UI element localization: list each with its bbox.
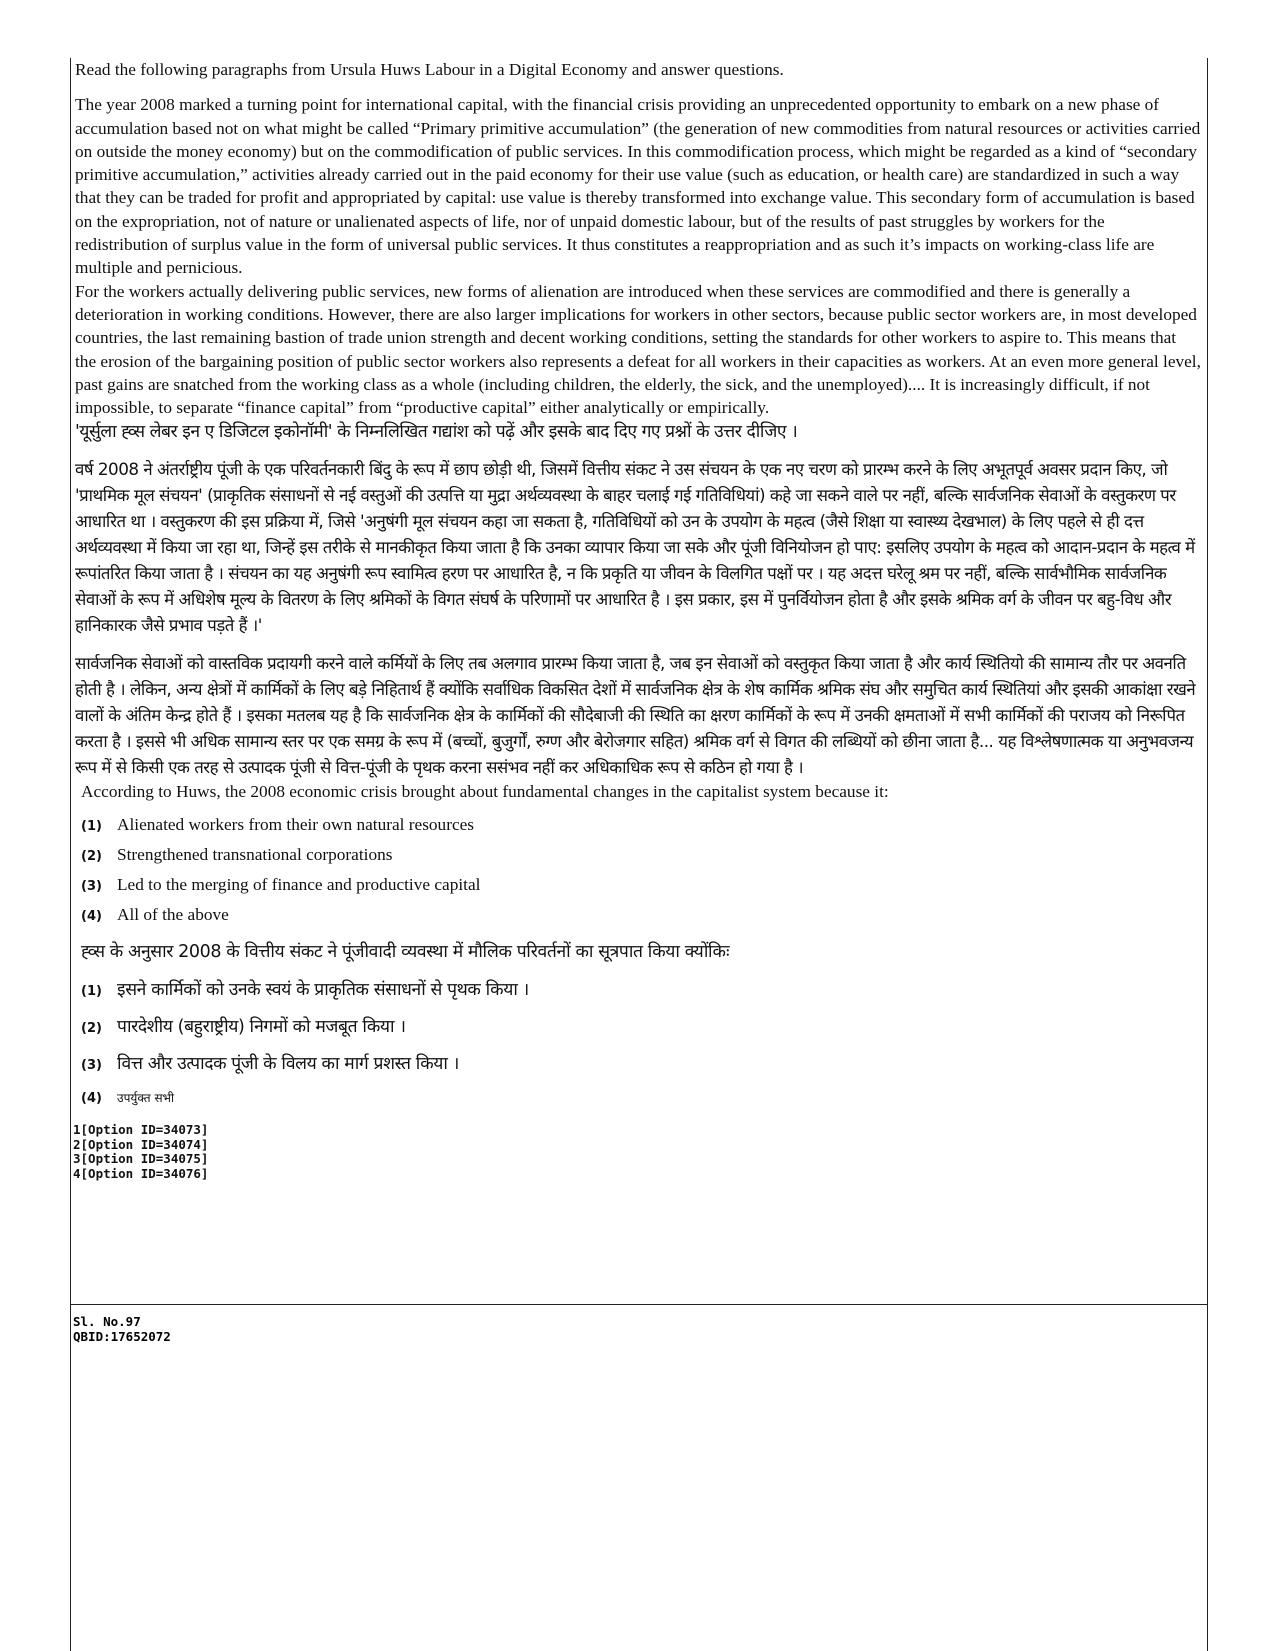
option-number: (1) xyxy=(81,984,102,1000)
qbid: QBID:17652072 xyxy=(73,1329,171,1344)
option-en-3 xyxy=(81,870,1201,900)
option-text: वित्त और उत्पादक पूंजी के विलय का मार्ग प्रशस्त किया । xyxy=(117,1054,459,1075)
option-hi-4 xyxy=(81,1083,1201,1113)
option-en-2 xyxy=(81,840,1201,870)
option-id-list xyxy=(73,1123,1201,1181)
option-number: (4) xyxy=(81,909,102,925)
option-number: (1) xyxy=(81,819,102,835)
option-hi-2 xyxy=(81,1009,1201,1046)
option-text: All of the above xyxy=(117,905,229,925)
passage-intro-hi: 'यूर्सुला ह्व्स लेबर इन ए डिजिटल इकोनॉमी' के निम्नलिखित गद्यांश को पढ़ें और इसके बाद दिए गए प्रश्नों के उत्तर दीजिए । xyxy=(75,422,798,443)
option-text: Strengthened transnational corporations xyxy=(117,845,393,865)
option-text: Alienated workers from their own natural resources xyxy=(117,815,475,835)
question-text-hi: ह्व्स के अनुसार 2008 के वित्तीय संकट ने पूंजीवादी व्यवस्था में मौलिक परिवर्तनों का सूत्रपात किया क्योंकिः xyxy=(81,942,730,963)
option-en-1 xyxy=(81,810,1201,840)
option-number: (3) xyxy=(81,1058,102,1074)
option-hi-3 xyxy=(81,1046,1201,1083)
option-id: 4[Option ID=34076] xyxy=(73,1165,209,1181)
option-text: उपर्युक्त सभी xyxy=(117,1091,175,1106)
option-en-4 xyxy=(81,900,1201,930)
option-id: 2[Option ID=34074] xyxy=(73,1136,209,1152)
option-id: 1[Option ID=34073] xyxy=(73,1122,209,1138)
option-number: (3) xyxy=(81,879,102,895)
option-number: (2) xyxy=(81,1021,102,1037)
option-text: इसने कार्मिकों को उनके स्वयं के प्राकृतिक संसाधनों से पृथक किया । xyxy=(117,980,529,1001)
serial-number: Sl. No.97 xyxy=(73,1314,141,1329)
passage-paragraph-2-en: For the workers actually delivering public services, new forms of alienation are introduced when these services are commodified and there is generally a deterioration in working conditions. However, there are also larger implications for workers in other sectors, because public sector workers are, in most developed countries, the last remaining bastion of trade union strength and decent working conditions, setting the standards for other workers to aspire to. This means that the erosion of the bargaining position of public sector workers also represents a defeat for all workers in their capacities as workers. At an even more general level, past gains are snatched from the working class as a whole (including children, the elderly, the sick, and the unemployed).... It is increasingly difficult, if not impossible, to separate “finance capital” from “productive capital” either analytically or empirically. xyxy=(75,281,1201,418)
option-number: (2) xyxy=(81,849,102,865)
passage-paragraph-1-hi: वर्ष 2008 ने अंतर्राष्ट्रीय पूंजी के एक परिवर्तनकारी बिंदु के रूप में छाप छोड़ी थी, जिसमें वित्तीय संकट ने उस संचयन के एक नए चरण को प्रारम्भ करने के लिए अभूतपूर्व अवसर प्रदान किए, जो 'प्राथमिक मूल संचयन' (प्राकृतिक संसाधनों से नई वस्तुओं की उत्पत्ति या मुद्रा अर्थव्यवस्था के बाहर चलाई गई गतिविधियां) कहे जा सकने वाले पर नहीं, बल्कि सार्वजनिक सेवाओं के वस्तुकरण पर आधारित था । वस्तुकरण की इस प्रक्रिया में, जिसे 'अनुषंगी मूल संचयन कहा जा सकता है, गतिविधियों को उन के उपयोग के महत्व (जैसे शिक्षा या स्वास्थ्य देखभाल) के लिए पहले से ही दत्त अर्थव्यवस्था में किया जा रहा था, जिन्हें इस तरीके से मानकीकृत किया जाता है कि उनका व्यापार किया जा सके और पूंजी विनियोजन हो पाए: इसलिए उपयोग के महत्व को आदान-प्रदान के महत्व में रूपांतरित किया जाता है । संचयन का यह अनुषंगी रूप स्वामित्व हरण पर आधारित है, न कि प्रकृति या जीवन के विलगित पक्षों पर । यह अदत्त घरेलू श्रम पर नहीं, बल्कि सार्वभौमिक सार्वजनिक सेवाओं के रूप में अधिशेष मूल्य के वितरण के लिए श्रमिकों के विगत संघर्ष के परिणामों पर आधारित है । इस प्रकार, इस में पुनर्वियोजन होता है और इसके श्रमिक वर्ग के जीवन पर बहु-विध और हानिकारक जैसे प्रभाव पड़ते हैं ।' xyxy=(75,459,1195,636)
passage-intro-en: Read the following paragraphs from Ursula Huws Labour in a Digital Economy and answer questions. xyxy=(75,60,784,79)
question-page xyxy=(70,58,1208,1651)
option-number: (4) xyxy=(81,1091,102,1107)
passage-paragraph-1-en: The year 2008 marked a turning point for international capital, with the financial crisis providing an unprecedented opportunity to embark on a new phase of accumulation based not on what might be called “Primary primitive accumulation” (the generation of new commodities from natural resources or activities carried on outside the money economy) but on the commodification of public services. In this commodification process, which might be regarded as a kind of “secondary primitive accumulation,” activities already carried out in the paid economy for their use value (such as education, or health care) are standardized in such a way that they can be traded for profit and appropriated by capital: use value is thereby transformed into exchange value. This secondary form of accumulation is based on the expropriation, not of nature or unalienated aspects of life, nor of unpaid domestic labour, but of the results of past struggles by workers for the redistribution of surplus value in the form of universal public services. It thus constitutes a reappropriation and as such it’s impacts on working-class life are multiple and pernicious. xyxy=(75,95,1201,278)
question-divider xyxy=(71,1304,1208,1305)
next-question-meta xyxy=(73,1314,171,1344)
question-text-en: According to Huws, the 2008 economic crisis brought about fundamental changes in the capitalist system because it: xyxy=(81,782,889,802)
option-id: 3[Option ID=34075] xyxy=(73,1151,209,1167)
option-text: Led to the merging of finance and productive capital xyxy=(117,875,481,895)
passage-paragraph-2-hi: सार्वजनिक सेवाओं को वास्तविक प्रदायगी करने वाले कर्मियों के लिए तब अलगाव प्रारम्भ किया जाता है, जब इन सेवाओं को वस्तुकृत किया जाता है और कार्य स्थितियो की सामान्य तौर पर अवनति होती है । लेकिन, अन्य क्षेत्रों में कार्मिकों के लिए बड़े निहितार्थ हैं क्योंकि सर्वाधिक विकसित देशों में सार्वजनिक क्षेत्र के शेष कार्मिक श्रमिक संघ और समुचित कार्य स्थितियां और इसकी आकांक्षा रखने वालों के अंतिम केन्द्र होते हैं । इसका मतलब यह है कि सार्वजनिक क्षेत्र के कार्मिकों की सौदेबाजी की स्थिति का क्षरण कार्मिकों के रूप में उनकी क्षमताओं में सभी कार्मिकों की पराजय को निरूपित करता है । इससे भी अधिक सामान्य स्तर पर एक समग्र के रूप में (बच्चों, बुजुर्गों, रुग्ण और बेरोजगार सहित) श्रमिक वर्ग से विगत की लब्धियों को छीना जाता है... यह विश्लेषणात्मक या अनुभवजन्य रूप में से किसी एक तरह से उत्पादक पूंजी से वित्त-पूंजी के पृथक करना ससंभव नहीं कर अधिकाधिक रूप से कठिन हो गया है । xyxy=(75,653,1196,778)
question-content xyxy=(75,58,1201,1181)
option-hi-1 xyxy=(81,972,1201,1009)
option-text: पारदेशीय (बहुराष्ट्रीय) निगमों को मजबूत किया । xyxy=(117,1017,406,1038)
